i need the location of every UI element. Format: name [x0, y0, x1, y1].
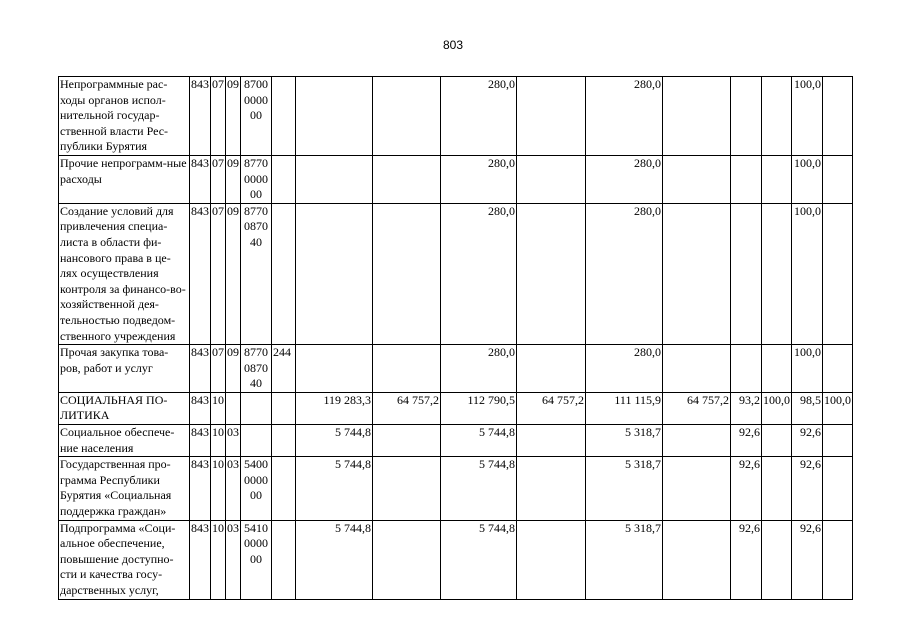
- value-col-6: [663, 457, 731, 520]
- value-col-1: 5 744,8: [296, 520, 373, 599]
- value-col-5: 5 318,7: [586, 520, 663, 599]
- subsection-code: 09: [226, 155, 241, 203]
- expense-type-code: [272, 425, 296, 457]
- expense-type-code: [272, 457, 296, 520]
- value-col-9: 92,6: [792, 457, 823, 520]
- target-article-code: 8700 0000 00: [241, 77, 272, 156]
- value-col-7: 93,2: [731, 392, 762, 424]
- value-col-1: 119 283,3: [296, 392, 373, 424]
- table-row: [59, 345, 853, 393]
- value-col-2: [373, 520, 441, 599]
- value-col-7: [731, 345, 762, 393]
- value-col-10: [823, 425, 853, 457]
- value-col-5: 5 318,7: [586, 425, 663, 457]
- table-row: [59, 457, 853, 520]
- expense-type-code: [272, 520, 296, 599]
- value-col-2: [373, 425, 441, 457]
- value-col-9: 98,5: [792, 392, 823, 424]
- table-row: [59, 155, 853, 203]
- value-col-10: [823, 203, 853, 344]
- value-col-7: [731, 155, 762, 203]
- value-col-7: [731, 203, 762, 344]
- item-name: Непрограммные рас-ходы органов испол-нительной государ-ственной власти Рес-публики Бурятия: [59, 77, 190, 156]
- table-row: [59, 203, 853, 344]
- target-article-code: 8770 0870 40: [241, 345, 272, 393]
- value-col-8: [762, 203, 792, 344]
- subsection-code: 09: [226, 345, 241, 393]
- value-col-10: [823, 345, 853, 393]
- table-row: [59, 425, 853, 457]
- value-col-3: 112 790,5: [441, 392, 517, 424]
- grbs-code: 843: [190, 77, 211, 156]
- value-col-5: 280,0: [586, 345, 663, 393]
- value-col-8: [762, 457, 792, 520]
- value-col-5: 280,0: [586, 203, 663, 344]
- value-col-6: [663, 77, 731, 156]
- value-col-5: 280,0: [586, 155, 663, 203]
- value-col-5: 280,0: [586, 77, 663, 156]
- value-col-4: [517, 155, 586, 203]
- grbs-code: 843: [190, 425, 211, 457]
- section-code: 07: [211, 155, 226, 203]
- value-col-3: 280,0: [441, 155, 517, 203]
- target-article-code: 5400 0000 00: [241, 457, 272, 520]
- value-col-6: 64 757,2: [663, 392, 731, 424]
- section-code: 07: [211, 77, 226, 156]
- value-col-3: 280,0: [441, 77, 517, 156]
- value-col-3: 5 744,8: [441, 425, 517, 457]
- grbs-code: 843: [190, 392, 211, 424]
- value-col-4: [517, 345, 586, 393]
- section-code: 10: [211, 425, 226, 457]
- target-article-code: [241, 425, 272, 457]
- grbs-code: 843: [190, 345, 211, 393]
- value-col-9: 100,0: [792, 345, 823, 393]
- value-col-9: 100,0: [792, 203, 823, 344]
- value-col-2: [373, 155, 441, 203]
- value-col-6: [663, 425, 731, 457]
- value-col-4: 64 757,2: [517, 392, 586, 424]
- budget-table: [58, 76, 853, 600]
- section-code: 10: [211, 457, 226, 520]
- subsection-code: 09: [226, 77, 241, 156]
- item-name: СОЦИАЛЬНАЯ ПО-ЛИТИКА: [59, 392, 190, 424]
- value-col-4: [517, 203, 586, 344]
- subsection-code: 03: [226, 520, 241, 599]
- item-name: Прочие непрограмм-ные расходы: [59, 155, 190, 203]
- value-col-3: 5 744,8: [441, 457, 517, 520]
- table-row: [59, 392, 853, 424]
- value-col-3: 280,0: [441, 203, 517, 344]
- value-col-10: 100,0: [823, 392, 853, 424]
- target-article-code: [241, 392, 272, 424]
- target-article-code: 8770 0000 00: [241, 155, 272, 203]
- section-code: 07: [211, 203, 226, 344]
- item-name: Государственная про-грамма Республики Бурятия «Социальная поддержка граждан»: [59, 457, 190, 520]
- value-col-9: 92,6: [792, 520, 823, 599]
- expense-type-code: [272, 392, 296, 424]
- expense-type-code: [272, 155, 296, 203]
- subsection-code: 03: [226, 457, 241, 520]
- value-col-1: [296, 155, 373, 203]
- subsection-code: 03: [226, 425, 241, 457]
- value-col-1: [296, 77, 373, 156]
- value-col-8: [762, 345, 792, 393]
- value-col-6: [663, 520, 731, 599]
- value-col-7: 92,6: [731, 520, 762, 599]
- value-col-5: 111 115,9: [586, 392, 663, 424]
- value-col-10: [823, 520, 853, 599]
- section-code: 10: [211, 520, 226, 599]
- grbs-code: 843: [190, 457, 211, 520]
- value-col-9: 92,6: [792, 425, 823, 457]
- value-col-8: 100,0: [762, 392, 792, 424]
- expense-type-code: [272, 203, 296, 344]
- grbs-code: 843: [190, 203, 211, 344]
- value-col-3: 5 744,8: [441, 520, 517, 599]
- item-name: Прочая закупка това-ров, работ и услуг: [59, 345, 190, 393]
- value-col-5: 5 318,7: [586, 457, 663, 520]
- value-col-1: 5 744,8: [296, 457, 373, 520]
- value-col-4: [517, 457, 586, 520]
- value-col-4: [517, 77, 586, 156]
- grbs-code: 843: [190, 155, 211, 203]
- value-col-2: [373, 457, 441, 520]
- value-col-9: 100,0: [792, 77, 823, 156]
- value-col-2: [373, 77, 441, 156]
- value-col-8: [762, 155, 792, 203]
- value-col-9: 100,0: [792, 155, 823, 203]
- expense-type-code: [272, 77, 296, 156]
- section-code: 10: [211, 392, 226, 424]
- page-number: 803: [442, 38, 464, 52]
- item-name: Подпрограмма «Соци-альное обеспечение, повышение доступно-сти и качества госу-дарственных услуг,: [59, 520, 190, 599]
- value-col-6: [663, 155, 731, 203]
- expense-type-code: 244: [272, 345, 296, 393]
- item-name: Создание условий для привлечения специа-листа в области фи-нансового права в це-лях осуществления контроля за финансо-во-хозяйственной дея-тельностью подведом-ственного учреждения: [59, 203, 190, 344]
- value-col-4: [517, 425, 586, 457]
- value-col-8: [762, 77, 792, 156]
- target-article-code: 5410 0000 00: [241, 520, 272, 599]
- value-col-8: [762, 520, 792, 599]
- value-col-6: [663, 203, 731, 344]
- section-code: 07: [211, 345, 226, 393]
- value-col-1: [296, 345, 373, 393]
- table-body: [59, 77, 853, 600]
- value-col-7: 92,6: [731, 425, 762, 457]
- table-row: [59, 77, 853, 156]
- value-col-4: [517, 520, 586, 599]
- table-row: [59, 520, 853, 599]
- value-col-3: 280,0: [441, 345, 517, 393]
- value-col-7: 92,6: [731, 457, 762, 520]
- subsection-code: [226, 392, 241, 424]
- value-col-1: [296, 203, 373, 344]
- value-col-2: [373, 203, 441, 344]
- grbs-code: 843: [190, 520, 211, 599]
- value-col-10: [823, 457, 853, 520]
- value-col-1: 5 744,8: [296, 425, 373, 457]
- value-col-10: [823, 77, 853, 156]
- item-name: Социальное обеспече-ние населения: [59, 425, 190, 457]
- value-col-10: [823, 155, 853, 203]
- target-article-code: 8770 0870 40: [241, 203, 272, 344]
- value-col-2: 64 757,2: [373, 392, 441, 424]
- subsection-code: 09: [226, 203, 241, 344]
- value-col-6: [663, 345, 731, 393]
- value-col-7: [731, 77, 762, 156]
- value-col-8: [762, 425, 792, 457]
- value-col-2: [373, 345, 441, 393]
